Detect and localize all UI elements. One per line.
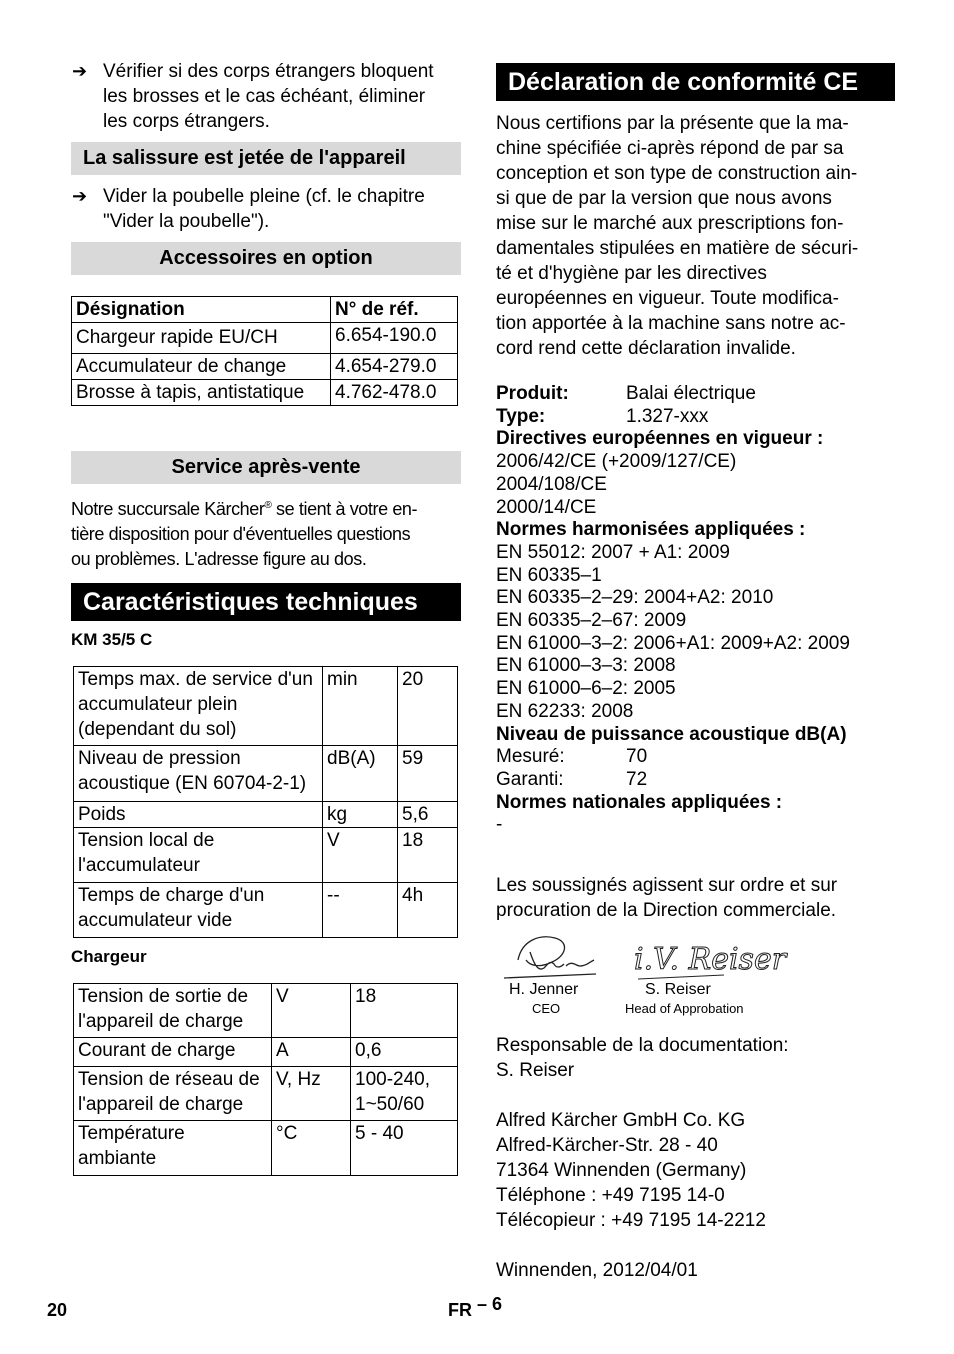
table-cell: 6.654-190.0 [331, 323, 458, 354]
caracteristiques-heading: Caractéristiques techniques [71, 583, 461, 621]
table-cell: Niveau de pression acoustique (EN 60704-2-1) [74, 746, 323, 802]
intro-line: tion apportée à la machine sans notre ac- [496, 313, 846, 334]
table-cell: 100-240, 1~50/60 [351, 1067, 458, 1121]
soussignes-line-2: procuration de la Direction commerciale. [496, 900, 837, 921]
produit-label: Produit: [496, 383, 569, 404]
directive-item: 2004/108/CE [496, 473, 607, 495]
norme-item: EN 55012: 2007 + A1: 2009 [496, 541, 731, 563]
service-line-1b: se tient à votre en- [271, 499, 418, 519]
produit-value: Balai électrique [626, 383, 756, 404]
chargeur-label: Chargeur [71, 947, 147, 966]
responsable-line-1: Responsable de la documentation: [496, 1035, 789, 1056]
table-cell: V [323, 828, 398, 883]
produit-row [496, 383, 850, 406]
table-cell: Poids [74, 802, 323, 828]
address-line: Alfred-Kärcher-Str. 28 - 40 [496, 1135, 718, 1156]
table-row [74, 883, 458, 938]
table-row [74, 1067, 458, 1121]
table-cell: 5,6 [398, 802, 458, 828]
address-line: Télécopieur : +49 7195 14-2212 [496, 1210, 766, 1231]
garanti-value: 72 [626, 768, 648, 790]
table-cell: 18 [398, 828, 458, 883]
table-cell: dB(A) [323, 746, 398, 802]
soussignes-text [496, 873, 837, 923]
intro-line: conception et son type de construction ain- [496, 163, 858, 184]
table-cell: Accumulateur de change [72, 354, 331, 380]
table-cell: 4h [398, 883, 458, 938]
mesure-row [496, 746, 850, 769]
mesure-value: 70 [626, 746, 648, 768]
address-block [496, 1108, 766, 1233]
sig2-title: Head of Approbation [625, 1001, 744, 1016]
model-label: KM 35/5 C [71, 630, 153, 649]
nationales-label: Normes nationales appliquées : [496, 791, 783, 813]
garanti-row [496, 769, 850, 792]
registered-mark: ® [264, 500, 272, 511]
table-header-cell: N° de réf. [331, 297, 458, 323]
service-line-3: ou problèmes. L'adresse figure au dos. [71, 549, 367, 569]
service-heading: Service après-vente [71, 451, 461, 484]
address-line: 71364 Winnenden (Germany) [496, 1160, 747, 1181]
directive-item: 2000/14/CE [496, 496, 597, 518]
table-cell: Temps de charge d'un accumulateur vide [74, 883, 323, 938]
table-cell: Brosse à tapis, antistatique [72, 380, 331, 406]
signature-reiser-text: i.V. Reiser [634, 942, 787, 977]
table-row [74, 667, 458, 746]
check-line-1: Vérifier si des corps étrangers bloquent [103, 61, 434, 82]
table-cell: -- [323, 883, 398, 938]
date-place: Winnenden, 2012/04/01 [496, 1260, 698, 1281]
nationales-value: - [496, 814, 503, 836]
table-row [74, 802, 458, 828]
sig2-name: S. Reiser [645, 981, 711, 998]
responsable-block [496, 1033, 789, 1083]
norme-item: EN 61000–6–2: 2005 [496, 678, 676, 700]
normes-label: Normes harmonisées appliquées : [496, 519, 806, 541]
signature-jenner-icon [500, 930, 600, 986]
footer-lang-code: FR [448, 1300, 472, 1320]
mesure-label: Mesuré: [496, 746, 565, 768]
intro-line: chine spécifiée ci-après répond de par sa [496, 138, 844, 159]
table-cell: A [272, 1038, 351, 1067]
table-row [74, 1038, 458, 1067]
tech-table [73, 666, 458, 938]
table-cell: 4.762-478.0 [331, 380, 458, 406]
soussignes-line-1: Les soussignés agissent sur ordre et sur [496, 875, 838, 896]
intro-line: mise sur le marché aux prescriptions fon- [496, 213, 844, 234]
table-cell: Tension de sortie de l'appareil de charge [74, 984, 272, 1038]
signature-reiser-icon [632, 935, 787, 983]
table-cell: min [323, 667, 398, 746]
intro-line: européennes en vigueur. Toute modifica- [496, 288, 839, 309]
table-cell: 18 [351, 984, 458, 1038]
directive-item: 2006/42/CE (+2009/127/CE) [496, 451, 737, 473]
type-label: Type: [496, 405, 546, 427]
ce-details [496, 383, 850, 837]
table-cell: V [272, 984, 351, 1038]
table-header-cell: Désignation [72, 297, 331, 323]
ce-intro [496, 111, 858, 361]
table-cell: Temps max. de service d'un accumulateur plein (dependant du sol) [74, 667, 323, 746]
page-number: 20 [47, 1300, 68, 1320]
intro-line: Nous certifions par la présente que la ma- [496, 113, 849, 134]
accessoires-table [71, 296, 458, 406]
puissance-label: Niveau de puissance acoustique dB(A) [496, 723, 847, 745]
table-cell: Courant de charge [74, 1038, 272, 1067]
vider-instruction [103, 184, 425, 234]
footer-dash: – [477, 1294, 488, 1314]
table-cell: 59 [398, 746, 458, 802]
sig1-title: CEO [532, 1001, 561, 1016]
table-cell: Chargeur rapide EU/CH [72, 323, 331, 354]
type-value: 1.327-xxx [626, 405, 709, 427]
table-cell: Température ambiante [74, 1121, 272, 1176]
table-cell: Tension de réseau de l'appareil de charge [74, 1067, 272, 1121]
table-row [74, 1121, 458, 1176]
arrow-icon: ➔ [72, 186, 88, 206]
intro-line: cord rend cette déclaration invalide. [496, 338, 796, 359]
norme-item: EN 61000–3–3: 2008 [496, 655, 676, 677]
address-line: Alfred Kärcher GmbH Co. KG [496, 1110, 746, 1131]
table-cell: 20 [398, 667, 458, 746]
norme-item: EN 60335–1 [496, 564, 602, 586]
vider-line-1: Vider la poubelle pleine (cf. le chapitre [103, 186, 425, 207]
intro-line: damentales stipulées en matière de sécuri- [496, 238, 859, 259]
table-cell: 5 - 40 [351, 1121, 458, 1176]
service-line-2: tière disposition pour d'éventuelles questions [71, 524, 411, 544]
salissure-heading: La salissure est jetée de l'appareil [71, 142, 461, 175]
norme-item: EN 60335–2–29: 2004+A2: 2010 [496, 587, 774, 609]
directives-label: Directives européennes en vigueur : [496, 428, 824, 450]
arrow-icon: ➔ [72, 61, 88, 81]
table-header-row [72, 297, 458, 323]
table-cell: °C [272, 1121, 351, 1176]
footer-subpage: 6 [492, 1294, 503, 1314]
address-line: Téléphone : +49 7195 14-0 [496, 1185, 725, 1206]
table-row [72, 323, 458, 354]
sig1-name: H. Jenner [509, 981, 579, 998]
footer-lang [448, 1294, 503, 1321]
accessoires-heading: Accessoires en option [71, 242, 461, 275]
norme-item: EN 60335–2–67: 2009 [496, 610, 687, 632]
vider-line-2: "Vider la poubelle"). [103, 211, 270, 232]
check-line-3: les corps étrangers. [103, 111, 270, 132]
table-cell: 4.654-279.0 [331, 354, 458, 380]
responsable-line-2: S. Reiser [496, 1060, 575, 1081]
table-row [74, 984, 458, 1038]
table-row [74, 746, 458, 802]
service-line-1a: Notre succursale Kärcher [71, 499, 265, 519]
service-text [71, 493, 417, 572]
table-cell: Tension local de l'accumulateur [74, 828, 323, 883]
ce-heading: Déclaration de conformité CE [496, 63, 895, 101]
type-row [496, 406, 850, 429]
check-instruction [103, 59, 434, 134]
table-row [74, 828, 458, 883]
norme-item: EN 62233: 2008 [496, 700, 634, 722]
check-line-2: les brosses et le cas échéant, éliminer [103, 86, 426, 107]
service-line-1 [71, 493, 417, 522]
garanti-label: Garanti: [496, 768, 564, 790]
table-cell: V, Hz [272, 1067, 351, 1121]
intro-line: té et d'hygiène par les directives [496, 263, 767, 284]
table-row [72, 354, 458, 380]
chargeur-table [73, 983, 458, 1176]
table-row [72, 380, 458, 406]
intro-line: si que de par la version que nous avons [496, 188, 832, 209]
table-cell: kg [323, 802, 398, 828]
norme-item: EN 61000–3–2: 2006+A1: 2009+A2: 2009 [496, 632, 850, 654]
table-cell: 0,6 [351, 1038, 458, 1067]
